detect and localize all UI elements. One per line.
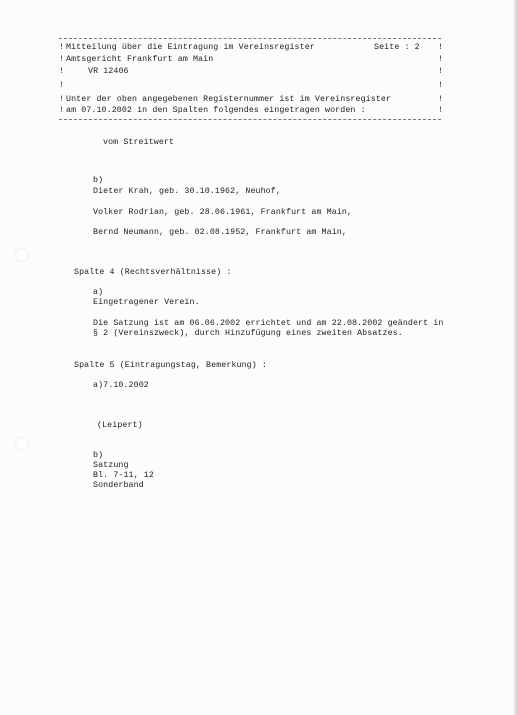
header-line-4: Unter der oben angegebenen Registernummer ist im Vereinsregister [66,95,392,104]
header-line-1: Mitteilung über die Eintragung im Vereinsregister [66,43,315,52]
header-border-mark: ! [59,67,64,76]
spalte-5-blatt: Bl. 7-11, 12 [93,471,154,480]
spalte-5-sonderband: Sonderband [93,481,144,490]
header-border-mark: ! [438,67,443,76]
header-border-mark: ! [438,55,443,64]
header-bottom-rule [59,119,441,120]
spalte-4-satzung-line-1: Die Satzung ist am 06.06.2002 errichtet und am 22.08.2002 geändert in [93,319,444,328]
header-border-mark: ! [59,43,64,52]
header-border-mark: ! [59,81,64,90]
header-border-mark: ! [438,95,443,104]
punch-hole-top [15,248,29,262]
spalte-4-satzung-line-2: § 2 (Vereinszweck), durch Hinzufügung eines zweiten Absatzes. [93,329,403,338]
spalte-5-satzung: Satzung [93,461,129,470]
header-top-rule [59,38,441,39]
spalte-4-heading: Spalte 4 (Rechtsverhältnisse) : [74,268,232,277]
spalte-4-a-label: a) [93,288,104,297]
header-border-mark: ! [438,43,443,52]
person-1: Dieter Krah, geb. 30.10.1962, Neuhof, [93,187,281,196]
header-border-mark: ! [438,106,443,115]
header-border-mark: ! [59,106,64,115]
person-2: Volker Rodrian, geb. 28.06.1961, Frankfurt am Main, [93,208,353,217]
header-line-2: Amtsgericht Frankfurt am Main [66,55,214,64]
header-border-mark: ! [438,81,443,90]
spalte-5-a-date: a)7.10.2002 [93,381,149,390]
register-number: VR 12406 [88,67,129,76]
punch-hole-bottom [15,437,29,451]
spalte-5-heading: Spalte 5 (Eintragungstag, Bemerkung) : [74,361,267,370]
spalte-5-b-label: b) [93,451,104,460]
person-3: Bernd Neumann, geb. 02.08.1952, Frankfurt am Main, [93,228,347,237]
signature-name: (Leipert) [97,421,143,430]
page-edge-shadow [514,0,518,715]
header-border-mark: ! [59,55,64,64]
streitwert-text: vom Streitwert [103,138,175,147]
header-border-mark: ! [59,95,64,104]
header-line-5: am 07.10.2002 in den Spalten folgendes eingetragen worden : [66,106,366,115]
page-number: Seite : 2 [374,43,420,52]
section-b-label: b) [93,176,104,185]
spalte-4-verein: Eingetragener Verein. [93,298,200,307]
